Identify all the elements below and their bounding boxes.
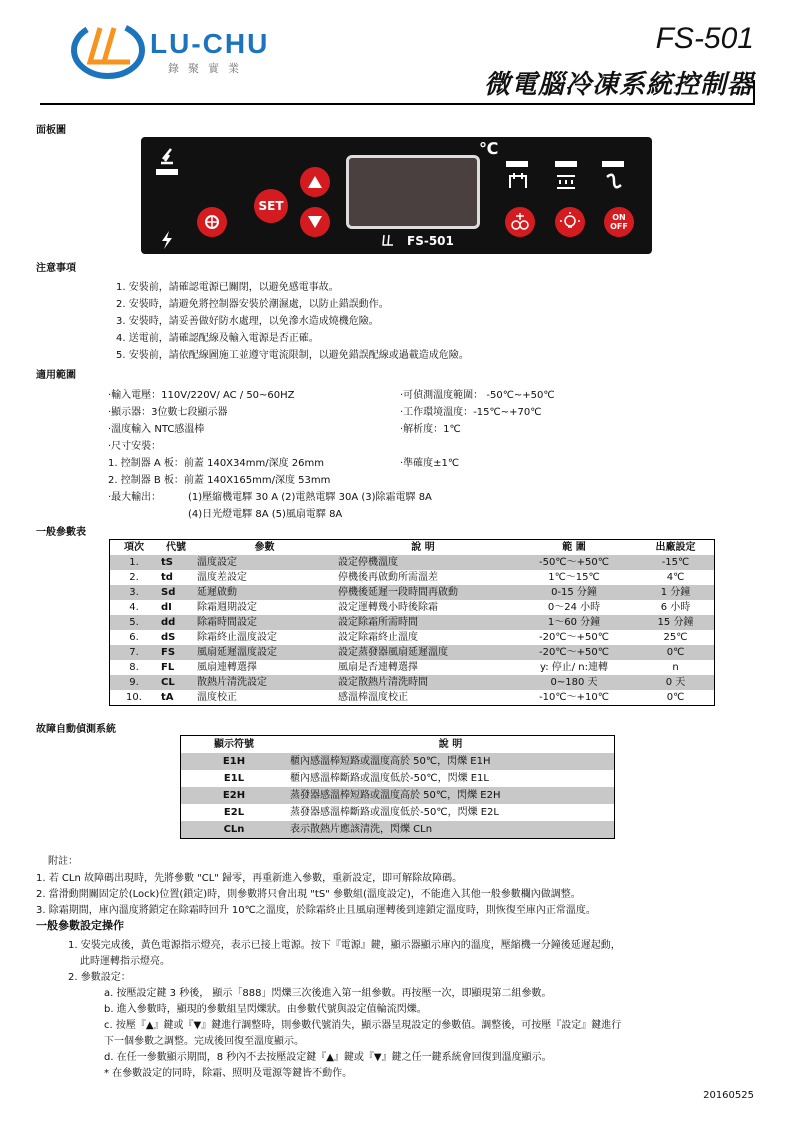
table-cell: E1L xyxy=(223,773,245,784)
column-header: 顯示符號 xyxy=(214,739,254,750)
table-cell: 設定運轉幾小時後除霜 xyxy=(338,602,438,613)
operation-substep: b. 進入參數時，顯現的參數組呈閃爍狀。由參數代號與設定值輪流閃爍。 xyxy=(104,1004,427,1015)
document-date: 20160525 xyxy=(703,1090,754,1101)
faults-title: 故障自動偵測系統 xyxy=(36,724,116,735)
table-row xyxy=(110,660,715,675)
table-cell: 5. xyxy=(110,615,159,630)
params-title: 一般參數表 xyxy=(36,527,86,538)
table-cell: 除霜時間設定 xyxy=(194,615,335,630)
scope-item: ‧溫度輸入 NTC感溫棒 xyxy=(108,424,205,435)
table-cell: 表示散熱片應該清洗，閃爍 CLn xyxy=(287,821,615,839)
panel-model-label: FS-501 xyxy=(407,234,454,248)
document-title: 微電腦冷凍系統控制器 xyxy=(483,70,754,100)
table-cell: CL xyxy=(158,675,194,690)
table-cell: 0~180 天 xyxy=(511,675,637,690)
table-cell: 9. xyxy=(110,675,159,690)
scope-title: 適用範圍 xyxy=(36,370,76,381)
table-cell: dI xyxy=(161,602,172,613)
column-header: 說 明 xyxy=(438,739,463,750)
control-panel-diagram xyxy=(141,137,652,254)
table-cell: 0℃ xyxy=(637,645,715,660)
table-row xyxy=(181,821,615,839)
fan-icon xyxy=(604,171,624,191)
led-display xyxy=(346,155,480,229)
table-row xyxy=(110,555,715,570)
table-cell: 除霜終止溫度設定 xyxy=(197,632,277,643)
light-bulb-icon xyxy=(560,212,580,232)
table-cell: 設定蒸發器風扇延遲溫度 xyxy=(335,645,511,660)
celsius-unit: ℃ xyxy=(479,139,499,158)
defrost-hand-icon xyxy=(203,213,221,231)
freeze-button xyxy=(505,207,535,237)
table-cell: 風扇是否連轉選擇 xyxy=(338,662,418,673)
table-cell: 設定散熱片清洗時間 xyxy=(335,675,511,690)
table-cell: FS xyxy=(158,645,194,660)
table-row xyxy=(181,787,615,804)
table-cell: 4. xyxy=(129,602,139,613)
table-row xyxy=(110,615,715,630)
operation-step: 2. 參數設定： xyxy=(68,972,131,983)
operation-substep: c. 按壓『▲』鍵或『▼』鍵進行調整時，則參數代號消失，顯示器呈現設定的參數值。調整後，可按壓『設定』鍵進行 xyxy=(104,1020,622,1031)
table-cell: 停機後再啟動所需溫差 xyxy=(338,572,438,583)
triangle-down-icon xyxy=(307,215,323,229)
table-row xyxy=(110,585,715,600)
table-cell: 1. xyxy=(110,555,159,570)
table-cell: 溫度設定 xyxy=(194,555,335,570)
table-cell: 櫃內感溫棒短路或溫度高於 50℃，閃爍 E1H xyxy=(287,753,615,770)
defrost-drops-icon xyxy=(555,171,577,191)
table-cell: E1H xyxy=(181,753,288,770)
table-cell: 1 分鐘 xyxy=(637,585,715,600)
scope-item: ‧尺寸安裝： xyxy=(108,441,162,452)
operation-substep: 下一個參數之調整。完成後回復至溫度顯示。 xyxy=(104,1036,304,1047)
fault-table xyxy=(180,735,615,839)
column-header: 說 明 xyxy=(335,540,511,556)
note-item: 2. 安裝時，請避免將控制器安裝於潮濕處，以防止錯誤動作。 xyxy=(116,299,389,310)
table-cell: FL xyxy=(161,662,175,673)
table-cell: 溫度差設定 xyxy=(197,572,247,583)
parameter-table xyxy=(109,539,715,706)
table-cell: 除霜週期設定 xyxy=(197,602,257,613)
note-item: 3. 安裝時，請妥善做好防水處理，以免滲水造成燒機危險。 xyxy=(116,316,379,327)
operation-note: * 在參數設定的同時，除霜、照明及電源等鍵皆不動作。 xyxy=(104,1068,353,1079)
table-cell: 2. xyxy=(129,572,139,583)
table-cell: 1℃～15℃ xyxy=(548,572,600,583)
scope-item: ‧準確度±1℃ xyxy=(400,458,460,469)
table-row xyxy=(110,690,715,706)
table-cell: 設定除霜所需時間 xyxy=(335,615,511,630)
off-label: OFF xyxy=(610,222,628,231)
column-header: 項次 xyxy=(110,540,159,556)
brand-subtitle: 錄聚實業 xyxy=(168,62,248,75)
table-cell: 4℃ xyxy=(666,572,685,583)
table-cell: 蒸發器感溫棒斷路或溫度低於-50℃，閃爍 E2L xyxy=(290,807,499,818)
operation-substeps xyxy=(104,984,621,1064)
scope-item: 2. 控制器 B 板：前蓋 140X165mm/深度 53mm xyxy=(108,475,331,486)
table-cell: 6 小時 xyxy=(660,602,691,613)
table-row xyxy=(181,804,615,821)
appendix-title: 附註： xyxy=(48,856,78,867)
header-divider-vertical xyxy=(753,80,755,105)
table-cell: 風扇連轉選擇 xyxy=(197,662,257,673)
heater-indicator xyxy=(506,161,528,167)
table-cell: 設定停機溫度 xyxy=(335,555,511,570)
table-cell: 1～60 分鐘 xyxy=(511,615,637,630)
table-cell: 10. xyxy=(126,692,142,703)
table-row xyxy=(110,570,715,585)
set-button: SET xyxy=(254,189,288,223)
table-cell: 3. xyxy=(110,585,159,600)
table-row xyxy=(110,630,715,645)
table-cell: -15℃ xyxy=(637,555,715,570)
table-cell: -10℃～+10℃ xyxy=(539,692,609,703)
table-cell: 延遲啟動 xyxy=(194,585,335,600)
table-cell: 7. xyxy=(110,645,159,660)
appendix-item: 3. 除霜期間，庫內溫度將鎖定在除霜時回升 10℃之溫度，於除霜終止且風扇運轉後到達鎖定溫度時，則恢復至庫內正常溫度。 xyxy=(36,905,596,916)
defrost-indicator xyxy=(555,161,577,167)
table-row xyxy=(110,600,715,615)
table-cell: 8. xyxy=(129,662,139,673)
table-cell: dS xyxy=(161,632,176,643)
table-cell: n xyxy=(672,662,679,673)
operation-step-cont: 此時運轉指示燈亮。 xyxy=(80,956,170,967)
table-cell: 風扇延遲溫度設定 xyxy=(194,645,335,660)
model-number: FS-501 xyxy=(655,22,754,55)
appendix-item: 1. 若 CLn 故障碼出現時，先將參數 "CL" 歸零，再重新進入參數，重新設定，即可解除故障碼。 xyxy=(36,873,463,884)
appendix-item: 2. 當滑動開關固定於(Lock)位置(鎖定)時，則參數將只會出現 "tS" 參數組(溫度設定)，不能進入其他一般參數欄內做調整。 xyxy=(36,889,581,900)
table-cell: 0～24 小時 xyxy=(547,602,601,613)
table-cell: E2L xyxy=(223,807,245,818)
table-cell: 0 天 xyxy=(637,675,715,690)
max-output-row: (1)壓縮機電驛 30 A (2)電熱電驛 30A (3)除霜電驛 8A xyxy=(188,492,432,503)
operation-substep: a. 按壓設定鍵 3 秒後， 顯示「888」閃爍三次後進入第一組參數。再按壓一次，即顯現第二組參數。 xyxy=(104,988,552,999)
table-cell: 停機後延遲一段時間再啟動 xyxy=(335,585,511,600)
company-logo xyxy=(70,18,150,80)
heater-icon xyxy=(507,171,529,191)
scope-item: ‧解析度：1℃ xyxy=(400,424,461,435)
table-cell: 0℃ xyxy=(666,692,685,703)
table-cell: 散熱片清洗設定 xyxy=(194,675,335,690)
appendix-list xyxy=(36,869,596,917)
table-cell: tA xyxy=(161,692,174,703)
table-cell: 櫃內感溫棒斷路或溫度低於-50℃，閃爍 E1L xyxy=(290,773,489,784)
column-header: 代號 xyxy=(158,540,194,556)
header-divider xyxy=(40,103,755,105)
max-output-label: ‧最大輸出： xyxy=(108,492,162,503)
operation-step: 1. 安裝完成後，黃色電源指示燈亮，表示已接上電源。按下『電源』鍵，顯示器顯示庫內的溫度，壓縮機一分鐘後延遲起動， xyxy=(68,940,621,951)
scope-item: ‧輸入電壓：110V/220V/ AC / 50~60HZ xyxy=(108,390,295,401)
table-cell: CLn xyxy=(181,821,288,839)
note-item: 4. 送電前，請確認配線及輸入電源是否正確。 xyxy=(116,333,319,344)
triangle-up-icon xyxy=(307,175,323,189)
table-header-row xyxy=(110,540,715,556)
column-header: 參數 xyxy=(194,540,335,556)
power-button xyxy=(604,207,634,237)
table-cell: 感溫棒溫度校正 xyxy=(338,692,408,703)
on-label: ON xyxy=(612,213,626,222)
column-header: 出廠設定 xyxy=(637,540,715,556)
table-row xyxy=(181,753,615,770)
up-button xyxy=(300,167,330,197)
fan-indicator xyxy=(602,161,624,167)
notes-title: 注意事項 xyxy=(36,263,76,274)
brand-name: LU-CHU xyxy=(150,28,270,59)
note-item: 5. 安裝前，請依配線圖施工並遵守電流限制，以避免錯誤配線或過載造成危險。 xyxy=(116,350,469,361)
table-row xyxy=(110,645,715,660)
table-cell: td xyxy=(161,572,173,583)
table-cell: y: 停止/ n:連轉 xyxy=(540,662,608,673)
panel-section-title: 面板圖 xyxy=(36,125,66,136)
table-cell: 25℃ xyxy=(663,632,688,643)
note-item: 1. 安裝前，請確認電源已關閉，以避免感電事故。 xyxy=(116,282,339,293)
table-row xyxy=(181,770,615,787)
table-row xyxy=(110,675,715,690)
snowflake-drop-icon xyxy=(510,212,530,232)
scope-item: ‧可偵測溫度範圍： -50℃~+50℃ xyxy=(400,390,555,401)
scope-item: ‧顯示器：3位數七段顯示器 xyxy=(108,407,228,418)
table-cell: E2H xyxy=(181,787,288,804)
max-output-row: (4)日光燈電驛 8A (5)風扇電驛 8A xyxy=(188,509,343,520)
table-cell: 設定除霜終止溫度 xyxy=(338,632,418,643)
compressor-icon xyxy=(157,145,177,167)
light-button xyxy=(555,207,585,237)
table-cell: 15 分鐘 xyxy=(637,615,715,630)
table-cell: 6. xyxy=(129,632,139,643)
table-cell: -50℃～+50℃ xyxy=(511,555,637,570)
operation-title: 一般參數設定操作 xyxy=(36,919,124,932)
notes-list xyxy=(116,278,469,363)
scope-item: ‧工作環境溫度：-15℃~+70℃ xyxy=(400,407,542,418)
table-cell: dd xyxy=(158,615,194,630)
scope-left-list xyxy=(108,386,330,488)
table-cell: -20℃～+50℃ xyxy=(511,645,637,660)
brand-mark-icon xyxy=(381,233,397,247)
table-cell: 蒸發器感溫棒短路或溫度高於 50℃，閃爍 E2H xyxy=(287,787,615,804)
scope-item: 1. 控制器 A 板：前蓋 140X34mm/深度 26mm xyxy=(108,458,324,469)
table-cell: -20℃～+50℃ xyxy=(539,632,609,643)
table-cell: 溫度校正 xyxy=(197,692,237,703)
table-header-row xyxy=(181,736,615,754)
column-header: 範 圍 xyxy=(511,540,637,556)
compressor-indicator xyxy=(156,169,178,175)
lightning-icon xyxy=(159,231,175,249)
defrost-button xyxy=(197,207,227,237)
table-cell: Sd xyxy=(158,585,194,600)
table-cell: 0-15 分鐘 xyxy=(511,585,637,600)
down-button xyxy=(300,207,330,237)
table-cell: tS xyxy=(158,555,194,570)
operation-substep: d. 在任一參數顯示期間，8 秒內不去按壓設定鍵『▲』鍵或『▼』鍵之任一鍵系統會回復到溫度顯示。 xyxy=(104,1052,552,1063)
